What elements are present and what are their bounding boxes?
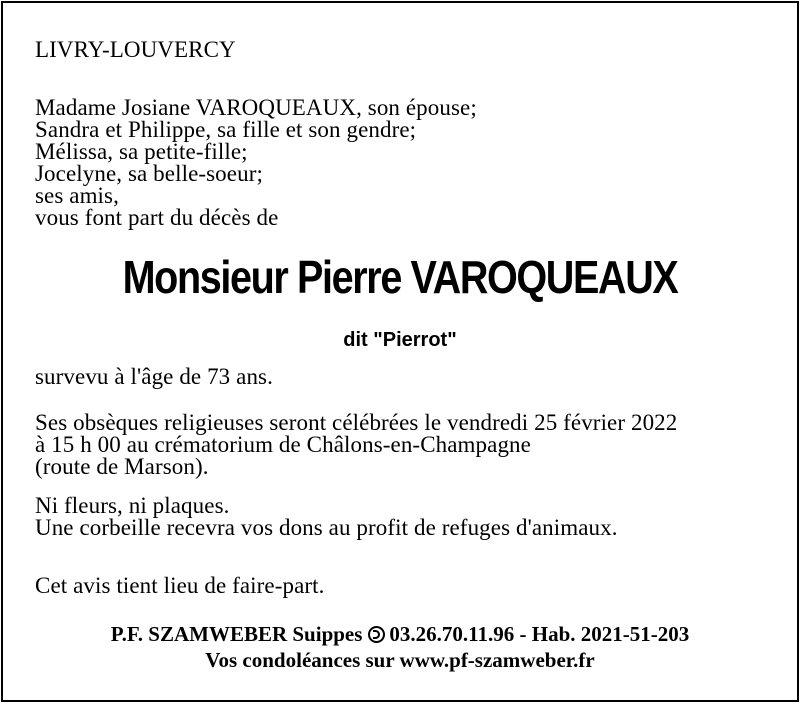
flowers-notice	[35, 495, 777, 539]
phone-number: 03.26.70.11.96 - Hab. 2021-51-203	[389, 622, 690, 646]
flowers-line: Ni fleurs, ni plaques.	[35, 493, 230, 518]
obituary-notice	[1, 1, 799, 702]
family-line: Jocelyne, sa belle-soeur;	[35, 161, 263, 186]
funeral-home-name: P.F. SZAMWEBER Suippes	[110, 622, 363, 646]
funeral-line: Ses obsèques religieuses seront célébrées le vendredi 25 février 2022	[35, 410, 678, 435]
family-line: Mélissa, sa petite-fille;	[35, 139, 248, 164]
funeral-line: (route de Marson).	[35, 454, 209, 479]
family-line: ses amis,	[35, 183, 119, 208]
funeral-line: à 15 h 00 au crématorium de Châlons-en-Champagne	[35, 432, 531, 457]
family-announcement	[35, 97, 777, 229]
town-name: LIVRY-LOUVERCY	[35, 37, 236, 62]
flowers-line: Une corbeille recevra vos dons au profit de refuges d'animaux.	[35, 515, 618, 540]
family-line: vous font part du décès de	[35, 205, 279, 230]
funeral-home-contact	[3, 621, 797, 647]
funeral-home-footer	[3, 621, 797, 673]
deceased-name: Monsieur Pierre VAROQUEAUX	[122, 251, 678, 303]
closing-statement: Cet avis tient lieu de faire-part.	[35, 573, 325, 598]
condolences-link: Vos condoléances sur www.pf-szamweber.fr	[205, 648, 595, 672]
phone-icon	[368, 626, 385, 643]
funeral-details	[35, 412, 777, 478]
family-line: Sandra et Philippe, sa fille et son gendre;	[35, 117, 417, 142]
family-line: Madame Josiane VAROQUEAUX, son épouse;	[35, 95, 477, 120]
deceased-nickname: dit "Pierrot"	[343, 329, 457, 351]
age-statement: survevu à l'âge de 73 ans.	[35, 364, 273, 389]
